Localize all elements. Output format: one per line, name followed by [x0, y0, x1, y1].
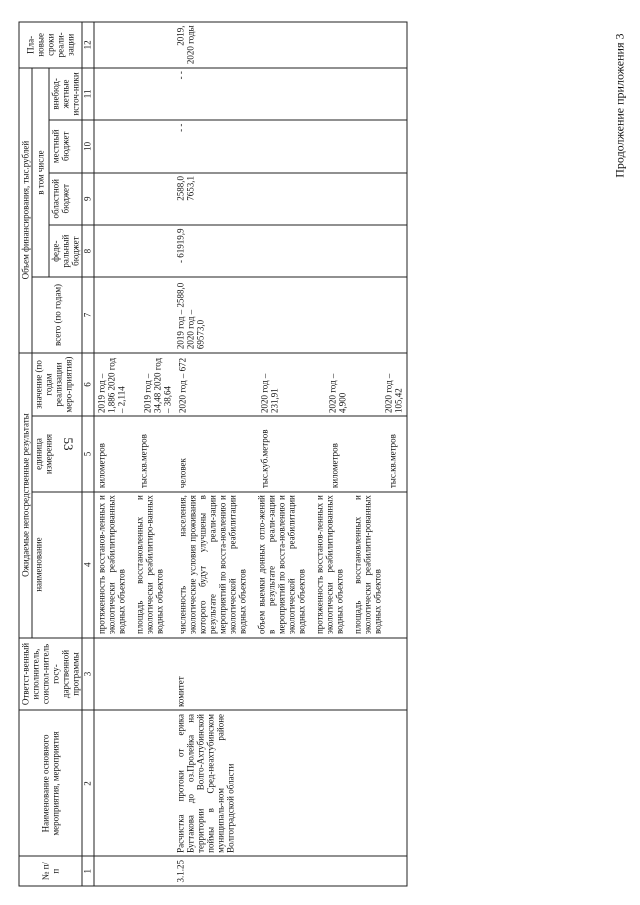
result-unit: тыс.кв.метров — [387, 434, 398, 489]
col-number: 7 — [82, 277, 93, 352]
col-number: 3 — [82, 638, 93, 711]
program-table — [19, 22, 408, 887]
header-federal: феде-ральный бюджет — [49, 225, 82, 277]
item-row — [175, 22, 407, 886]
column-number-row — [82, 22, 93, 886]
result-value: 2019 год – 1,886 2020 год – 2,114 — [96, 357, 127, 413]
result-name: площадь восстановленных и экологически реабилити-рованных водных объектов — [352, 495, 383, 635]
col-number: 12 — [82, 22, 93, 68]
header-period: Пла-новые сроки реали-зации — [19, 22, 82, 68]
header-funding-group: Объем финансирования, тыс.рублей — [19, 68, 32, 353]
result-value: 2019 год – 34,48 2020 год – 38,64 — [142, 357, 173, 413]
result-name: протяженность восстанов-ленных и экологически реабилитированных водных объектов — [96, 495, 127, 635]
item-number: 3.1.25 — [175, 856, 407, 886]
header-result-name: наименование — [32, 492, 82, 638]
col-number: 1 — [82, 856, 93, 886]
item-regional: 2588,0 7653,1 — [175, 173, 407, 225]
item-executor: комитет — [175, 638, 407, 711]
col-number: 9 — [82, 173, 93, 225]
rotated-page — [1, 0, 640, 905]
result-name: протяженность восстанов-ленных и экологически реабилитированных водных объектов — [314, 495, 345, 635]
result-name: объем выемки донных отло-жений в результате реали-зации мероприятий по восста-новлению и экологической реабилитации водных объектов — [256, 495, 307, 635]
header-value: значение (по годам реализации меро-приятия) — [32, 353, 82, 417]
item-total: 2019 год – 2588,0 2020 год – 69573,0 — [175, 277, 407, 352]
result-value: 2020 год – 672 — [177, 357, 188, 413]
result-value: 2020 год – 105,42 — [383, 373, 404, 413]
col-number: 6 — [82, 353, 93, 417]
result-value: 2020 год – 231,91 — [259, 373, 280, 413]
header-unit: единица измерения — [32, 416, 82, 491]
header-extra: внебюд-жетные источ-ники — [49, 68, 82, 120]
col-number: 4 — [82, 492, 93, 638]
page-number: 53 — [61, 437, 76, 451]
header-local: местный бюджет — [49, 120, 82, 172]
item-name: Расчистка протоки от ерика Бугтакова до оз.Пролейка на территории Волго-Ахтубинской поймы в Сред-неахтубинском муниципаль-ном районе Волгоградской области — [175, 710, 407, 856]
header-executor: Ответст-венный исполнитель, соиспол-нитель госу-дарственной программы — [19, 638, 82, 711]
item-extra: - - — [175, 68, 407, 120]
continued-row — [94, 22, 175, 886]
item-period: 2019, 2020 годы — [175, 22, 407, 68]
result-name: численность населения, экологические условия проживания которого будут улучшены в результате реали-зации мероприятий по восста-новлению и экологической реабилитации водных объектов — [177, 495, 248, 635]
continuation-note: Продолжение приложения 3 — [612, 33, 627, 178]
header-incl: в том числе — [32, 68, 49, 278]
header-regional: областной бюджет — [49, 173, 82, 225]
header-row-1 — [19, 22, 32, 886]
result-unit: человек — [177, 458, 188, 489]
col-number: 2 — [82, 710, 93, 856]
col-number: 5 — [82, 416, 93, 491]
item-local: - - — [175, 120, 407, 172]
col-number: 11 — [82, 68, 93, 120]
header-total: всего (по годам) — [32, 277, 82, 352]
result-unit: тыс.куб.метров — [259, 429, 270, 489]
result-unit: километров — [329, 443, 340, 489]
header-name: Наименование основного мероприятия, мероприятия — [19, 710, 82, 856]
col-number: 8 — [82, 225, 93, 277]
item-federal: - 61919,9 — [175, 225, 407, 277]
header-n: № п/п — [19, 856, 82, 886]
header-results-group: Ожидаемые непосредственные результаты — [19, 353, 32, 638]
result-name: площадь восстановленных и экологически реабилитиро-ванных водных объектов — [134, 495, 165, 635]
result-value: 2020 год – 4,900 — [327, 373, 348, 413]
result-unit: километров — [96, 443, 107, 489]
result-unit: тыс.кв.метров — [138, 434, 149, 489]
col-number: 10 — [82, 120, 93, 172]
